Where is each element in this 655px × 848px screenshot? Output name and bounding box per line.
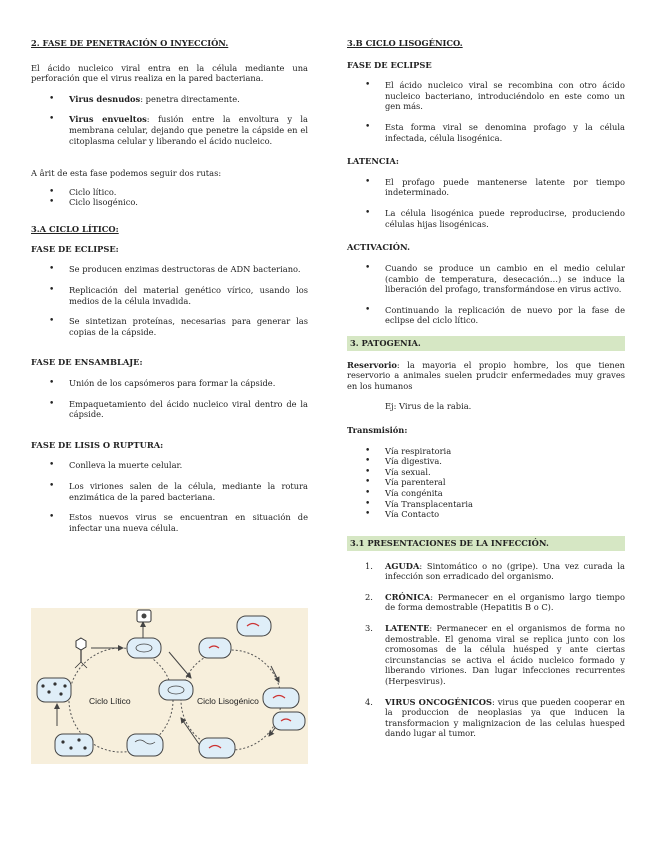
lisis-title: FASE DE LISIS O RUPTURA: <box>31 439 164 450</box>
lisogenico-eclipse-title: FASE DE ECLIPSE <box>347 59 432 70</box>
reservorio-text: Reservorio: la mayoria el propio hombre, los que tienen reservorio a animales suelen prudcir enfermedades muy graves en los humanos <box>347 359 625 391</box>
routes-intro: A ârit de esta fase podemos seguir dos rutas: <box>31 168 222 179</box>
latencia-list <box>347 177 625 229</box>
transmision-title: Transmisión: <box>347 425 408 436</box>
list-item: • Vía sexual. <box>347 467 625 478</box>
list-item: 4. VIRUS ONCOGÉNICOS: virus que pueden cooperar en la produccion de neoplasias ya que inducen la transformacion y malignizacion de las celulas huesped dando lugar al tumor. <box>365 696 626 739</box>
latencia-title: LATENCIA: <box>347 156 399 167</box>
litico-eclipse-title: FASE DE ECLIPSE: <box>31 243 119 254</box>
list-item: • Ciclo lítico. <box>31 187 308 198</box>
list-item: 1. AGUDA: Sintomático o no (gripe). Una vez curada la infección son erradicado del organismo. <box>365 560 625 582</box>
cell-icon <box>159 680 193 700</box>
activacion-title: ACTIVACIÓN. <box>347 242 410 253</box>
activacion-list <box>347 263 625 326</box>
list-item: • Vía respiratoria <box>347 446 625 457</box>
cell-icon <box>273 712 305 730</box>
cell-icon <box>37 678 71 702</box>
list-item: • Se producen enzimas destructoras de ADN bacteriano. <box>31 264 308 275</box>
cell-icon <box>263 688 299 708</box>
list-item: • El ácido nucleico viral se recombina con otro ácido nucleico bacteriano, introduciéndolo en este como un gen más. <box>347 80 625 112</box>
arrow-icon <box>169 652 191 678</box>
list-item: • Unión de los capsómeros para formar la cápside. <box>31 378 308 389</box>
penetracion-bullets <box>31 94 308 146</box>
phage-head-icon <box>137 610 151 622</box>
bacteriophage-icon <box>75 638 87 668</box>
list-item: • Vía parenteral <box>347 477 625 488</box>
section-penetracion-title: 2. FASE DE PENETRACIÓN O INYECCIÓN. <box>31 38 229 48</box>
penetracion-intro: El ácido nucleico viral entra en la célula mediante una perforación que el virus realiza en la pared bacteriana. <box>31 62 308 84</box>
list-item: • Vía Transplacentaria <box>347 499 625 510</box>
example-text: Ej: Virus de la rabia. <box>385 401 472 412</box>
diagram-label-lisogenico: Ciclo Lisogénico <box>197 696 259 706</box>
list-item: • Replicación del material genético vírico, usando los medios de la célula invadida. <box>31 285 308 306</box>
list-item: 3. LATENTE: Permanecer en el organismos de forma no demostrable. El genoma viral se replica junto con los cromosomas de la célula huésped y ante ciertas circunstancias se activa el ácido nucleico formado y liberando viriones. Dan lugar infecciones recurrentes (Herpesvirus). <box>365 622 625 686</box>
list-item: • Se sintetizan proteínas, necesarias para generar las copias de la cápside. <box>31 316 308 337</box>
transmision-list <box>347 446 625 520</box>
section-presentaciones-title: 3.1 PRESENTACIONES DE LA INFECCIÓN. <box>347 536 625 551</box>
ensamblaje-title: FASE DE ENSAMBLAJE: <box>31 357 143 368</box>
right-column <box>347 38 625 749</box>
lisis-list <box>31 460 308 533</box>
list-item: 2. CRÓNICA: Permanecer en el organismo largo tiempo de forma demostrable (Hepatitis B o C). <box>365 591 625 613</box>
diagram-label-litico: Ciclo Lítico <box>89 696 131 706</box>
ensamblaje-list <box>31 378 308 420</box>
list-item: • Virus desnudos: penetra directamente. <box>31 94 308 105</box>
cell-icon <box>55 734 93 756</box>
list-item: • El profago puede mantenerse latente por tiempo indeterminado. <box>347 177 625 198</box>
litico-eclipse-list <box>31 264 308 337</box>
cell-icon <box>237 616 271 636</box>
viral-cycle-diagram <box>31 608 308 764</box>
list-item: • Virus envueltos: fusión entre la envoltura y la membrana celular, dejando que penetre la cápside en el citoplasma celular y liberando el ácido nucleico. <box>31 114 308 146</box>
list-item: • La célula lisogénica puede reproducirse, produciendo células hijas lisogénicas. <box>347 208 625 229</box>
presentaciones-list <box>347 561 625 740</box>
cell-icon <box>199 738 235 758</box>
section-lisogenico-title: 3.B CICLO LISOGÉNICO. <box>347 38 463 48</box>
list-item: • Vía congénita <box>347 488 625 499</box>
cell-icon <box>199 638 231 658</box>
lisogenico-eclipse-list <box>347 80 625 143</box>
routes-list <box>31 187 308 208</box>
list-item: • Cuando se produce un cambio en el medio celular (cambio de temperatura, desecación…) se induce la liberación del profago, transformándose en virus activo. <box>347 263 625 295</box>
list-item: • Los viriones salen de la célula, mediante la rotura enzimática de la pared bacteriana. <box>31 481 308 502</box>
section-litico-title: 3.A CICLO LÍTICO: <box>31 224 119 235</box>
list-item: • Empaquetamiento del ácido nucleico viral dentro de la cápside. <box>31 399 308 420</box>
section-patogenia-title: 3. PATOGENIA. <box>347 336 625 351</box>
list-item: • Estos nuevos virus se encuentran en situación de infectar una nueva célula. <box>31 512 308 533</box>
list-item: • Continuando la replicación de nuevo por la fase de eclipse del ciclo lítico. <box>347 305 625 326</box>
list-item: • Vía Contacto <box>347 509 625 520</box>
list-item: • Vía digestiva. <box>347 456 625 467</box>
arrow-icon <box>181 718 199 744</box>
cell-icon <box>127 638 161 658</box>
list-item: • Esta forma viral se denomina profago y la célula infectada, célula lisogénica. <box>347 122 625 143</box>
arrow-icon <box>271 666 279 682</box>
list-item: • Conlleva la muerte celular. <box>31 460 308 471</box>
list-item: • Ciclo lisogénico. <box>31 197 308 208</box>
cell-icon <box>127 734 163 756</box>
left-column <box>31 38 308 533</box>
